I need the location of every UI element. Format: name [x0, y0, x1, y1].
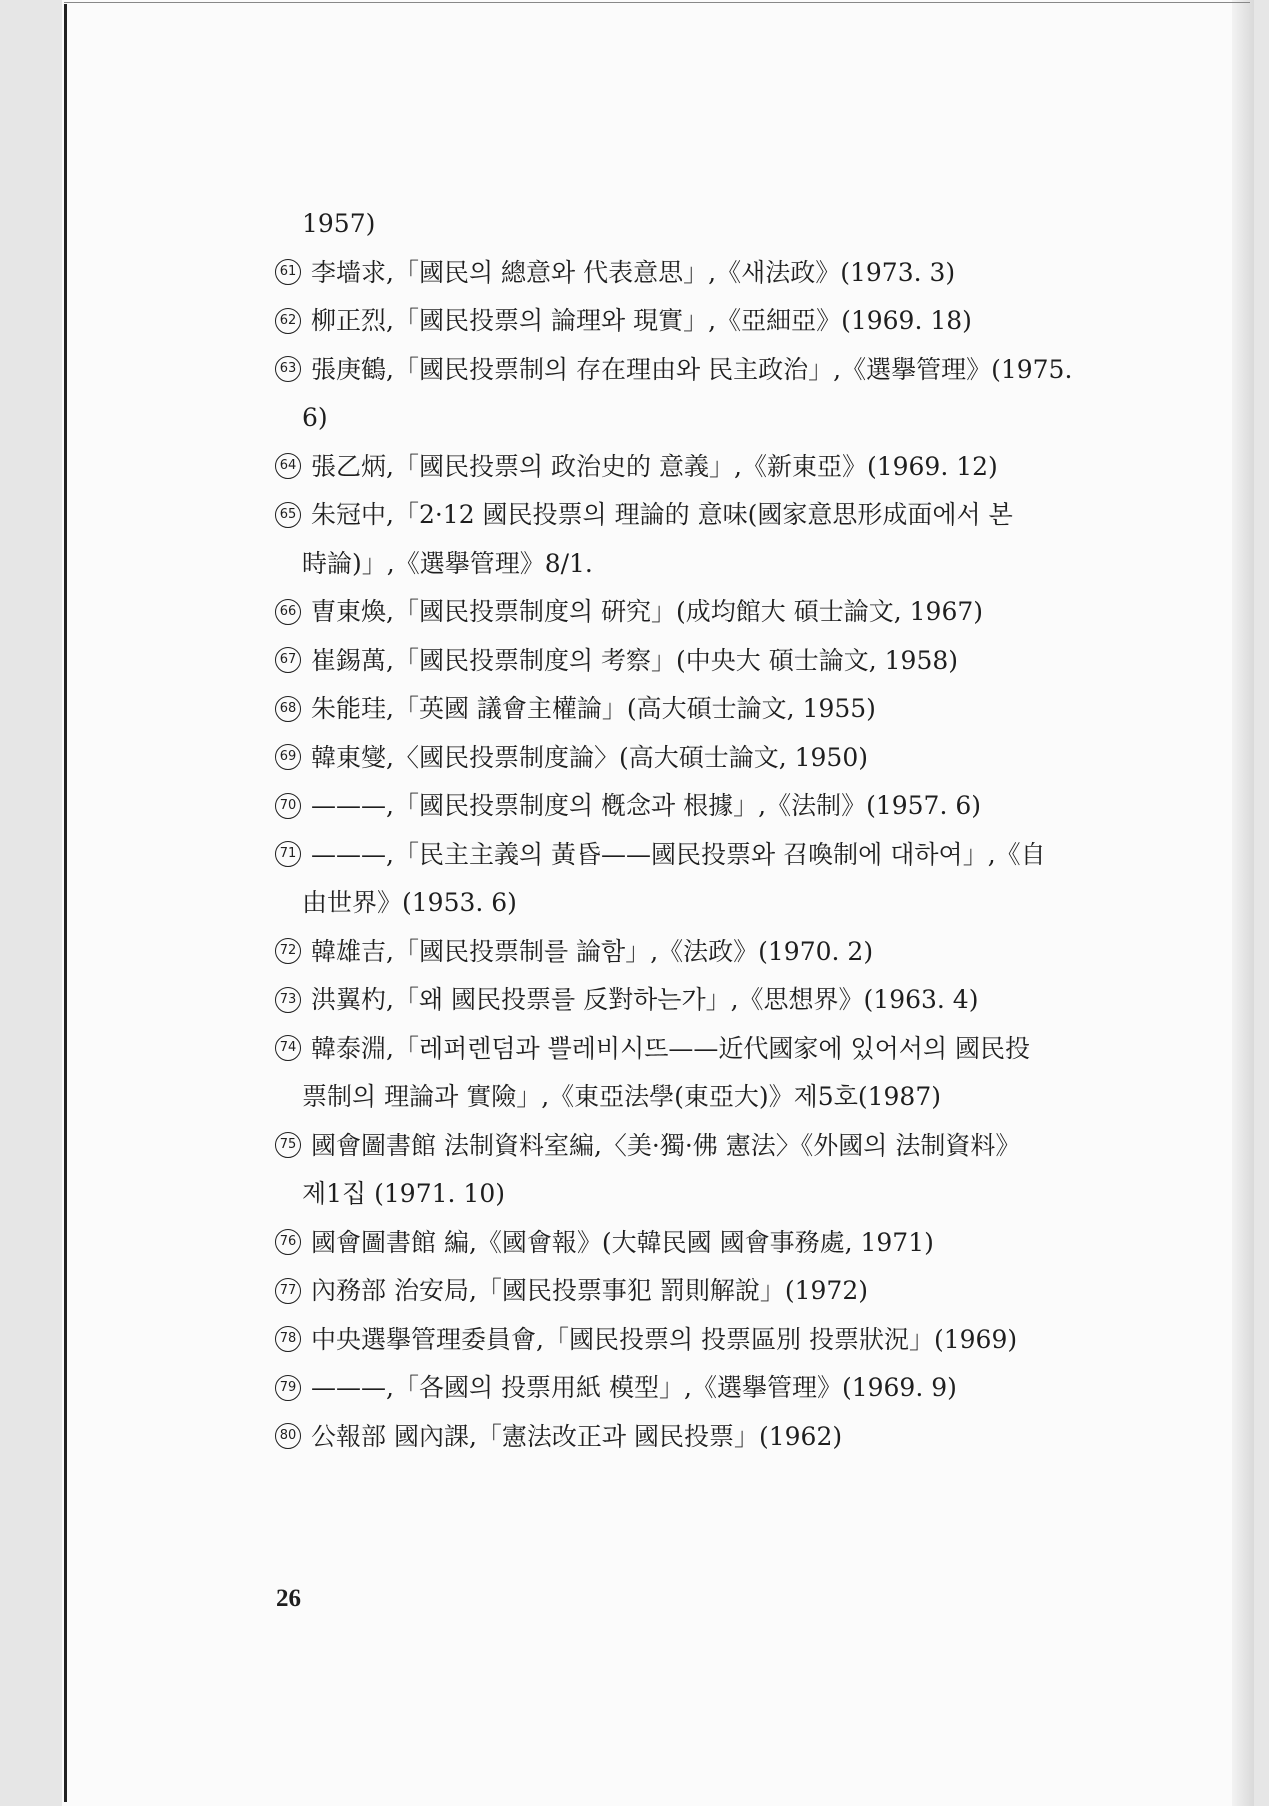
reference-text: 韓泰淵,「레퍼렌덤과 쁠레비시뜨——近代國家에 있어서의 國民投 [311, 1033, 1031, 1063]
reference-text: 由世界》(1953. 6) [302, 888, 517, 917]
reference-text: 票制의 理論과 實險」,《東亞法學(東亞大)》제5호(1987) [302, 1082, 941, 1111]
reference-entry-continuation [275, 540, 1115, 589]
reference-text: 內務部 治安局,「國民投票事犯 罰則解說」(1972) [311, 1276, 868, 1305]
reference-entry [275, 685, 1115, 734]
page-number: 26 [276, 1585, 301, 1612]
reference-entry [275, 249, 1115, 298]
reference-text: 6) [302, 403, 328, 432]
reference-number: 65 [275, 502, 301, 528]
reference-entry [275, 976, 1115, 1025]
page-top-border [64, 2, 1250, 3]
reference-entry [275, 734, 1115, 783]
reference-entry-continuation [275, 1073, 1115, 1122]
reference-entry-continuation [275, 394, 1115, 443]
reference-text: 公報部 國內課,「憲法改正과 國民投票」(1962) [311, 1421, 843, 1451]
reference-number: 78 [275, 1326, 301, 1352]
reference-text: 朱冠中,「2·12 國民投票의 理論的 意味(國家意思形成面에서 본 [311, 500, 1013, 529]
carryover-line: 1957) [302, 209, 376, 238]
page-left-border [64, 4, 67, 1802]
reference-number: 68 [275, 696, 301, 722]
reference-entry [275, 491, 1115, 540]
reference-text: ———,「國民投票制度의 槪念과 根據」,《法制》(1957. 6) [311, 791, 982, 820]
reference-text: 韓東燮,〈國民投票制度論〉(高大碩士論文, 1950) [311, 742, 868, 772]
reference-entry [275, 1267, 1115, 1316]
reference-text: 朱能珪,「英國 議會主權論」(高大碩士論文, 1955) [311, 694, 876, 723]
reference-text: ———,「民主主義의 黃昏——國民投票와 召喚制에 대하여」,《自 [311, 839, 1046, 869]
reference-entry-continuation [275, 879, 1115, 928]
reference-entry [275, 443, 1115, 492]
reference-number: 67 [275, 647, 301, 673]
reference-number: 64 [275, 453, 301, 479]
reference-text: 張庚鶴,「國民投票制의 存在理由와 民主政治」,《選擧管理》(1975. [311, 354, 1073, 384]
reference-entry [275, 928, 1115, 977]
reference-text: 洪翼杓,「왜 國民投票를 反對하는가」,《思想界》(1963. 4) [311, 985, 979, 1014]
reference-entry [275, 1122, 1115, 1171]
reference-number: 61 [275, 259, 301, 285]
reference-text: 李墙求,「國民의 總意와 代表意思」,《새法政》(1973. 3) [311, 257, 956, 287]
reference-text: 國會圖書館 法制資料室編,〈美·獨·佛 憲法〉《外國의 法制資料》 [311, 1130, 1021, 1160]
page-edge-shadow [1232, 0, 1254, 1806]
reference-entry [275, 1025, 1115, 1074]
reference-text: 國會圖書館 編,《國會報》(大韓民國 國會事務處, 1971) [311, 1227, 934, 1257]
reference-number: 76 [275, 1229, 301, 1255]
reference-number: 62 [275, 308, 301, 334]
reference-entry-continuation [275, 1170, 1115, 1219]
reference-entry [275, 1364, 1115, 1413]
reference-number: 80 [275, 1423, 301, 1449]
reference-entry [275, 1316, 1115, 1365]
reference-entry [275, 588, 1115, 637]
reference-number: 71 [275, 841, 301, 867]
reference-text: 曺東煥,「國民投票制度의 硏究」(成均館大 碩士論文, 1967) [311, 597, 984, 626]
reference-text: ———,「各國의 投票用紙 模型」,《選擧管理》(1969. 9) [311, 1373, 957, 1402]
reference-text: 柳正烈,「國民投票의 論理와 現實」,《亞細亞》(1969. 18) [311, 306, 972, 335]
reference-text: 제1집 (1971. 10) [302, 1179, 505, 1208]
reference-text: 中央選擧管理委員會,「國民投票의 投票區別 投票狀況」(1969) [311, 1324, 1018, 1354]
reference-entry [275, 346, 1115, 395]
reference-text: 張乙炳,「國民投票의 政治史的 意義」,《新東亞》(1969. 12) [311, 451, 998, 481]
reference-number: 66 [275, 599, 301, 625]
reference-entry [275, 782, 1115, 831]
reference-text: 崔錫萬,「國民投票制度의 考察」(中央大 碩士論文, 1958) [311, 645, 959, 675]
reference-number: 72 [275, 938, 301, 964]
reference-entries [275, 249, 1115, 1462]
reference-list [275, 200, 1115, 1461]
reference-text: 韓雄吉,「國民投票制를 論함」,《法政》(1970. 2) [311, 936, 874, 966]
reference-entry [275, 1219, 1115, 1268]
reference-number: 73 [275, 987, 301, 1013]
reference-number: 69 [275, 744, 301, 770]
reference-number: 74 [275, 1035, 301, 1061]
reference-entry [275, 637, 1115, 686]
reference-number: 77 [275, 1278, 301, 1304]
reference-entry [275, 831, 1115, 880]
reference-number: 79 [275, 1375, 301, 1401]
reference-number: 63 [275, 356, 301, 382]
reference-entry [275, 1413, 1115, 1462]
reference-entry [275, 297, 1115, 346]
reference-text: 時論)」,《選擧管理》8/1. [302, 548, 593, 578]
reference-number: 75 [275, 1132, 301, 1158]
reference-number: 70 [275, 793, 301, 819]
